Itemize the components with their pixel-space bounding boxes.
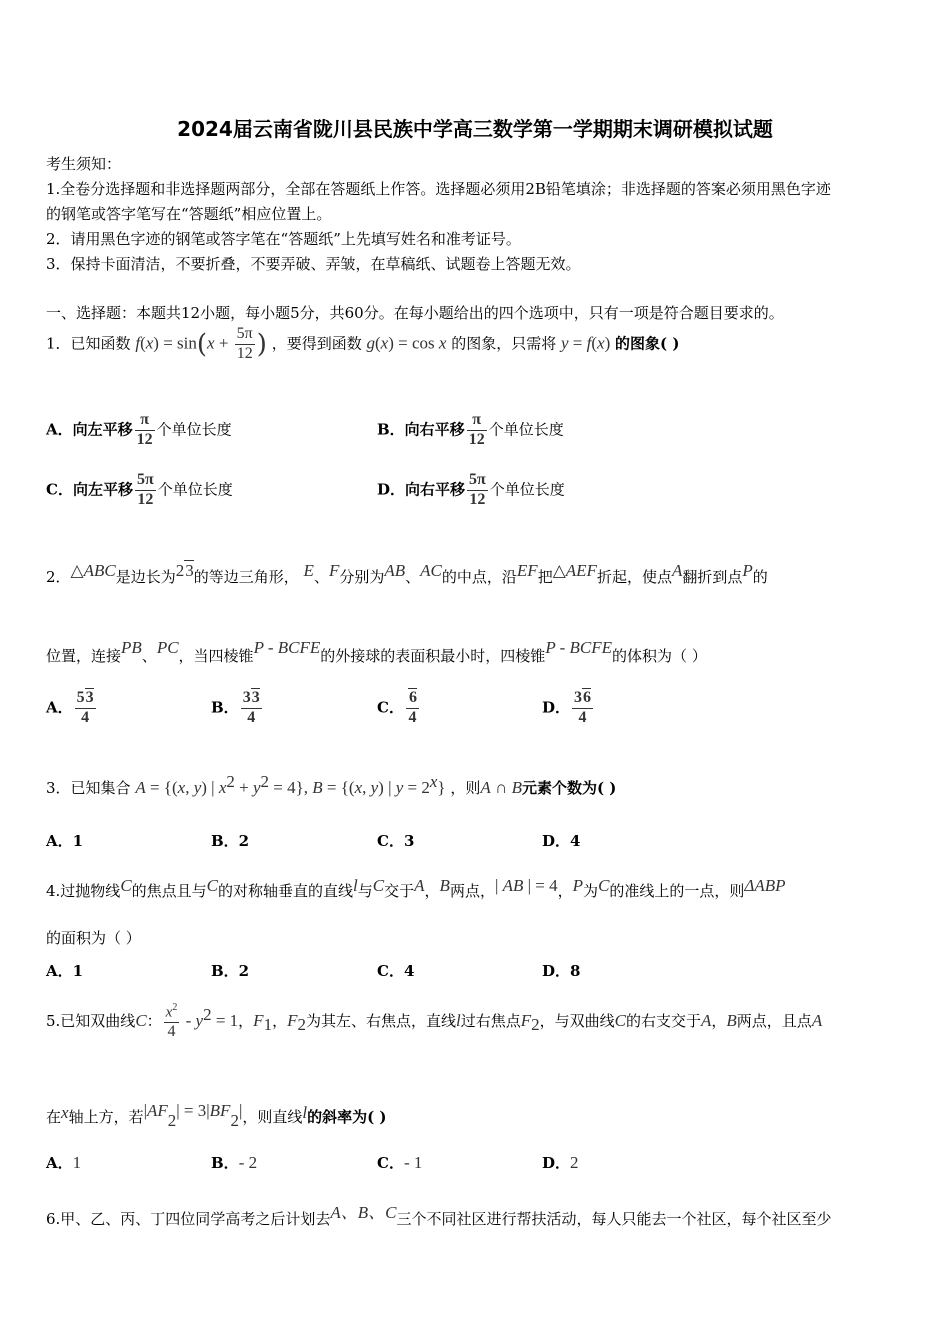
question-3: 3．已知集合 A = {(x, y) | $x^2 + y^2 = 4$}, B = {(x, y) | $y = 2^x$} ，则A ∩ B元素个数为( ) [46,772,617,797]
q1-f-formula: f [135,333,141,353]
q1-text: 1．已知函数 [46,334,131,353]
q2-option-c[interactable]: C． $\frac{6}{4}$ [377,689,417,726]
question-4: 4.过抛物线C的焦点且与C的对称轴垂直的直线l与C交于A，B两点，| AB | = 4，P为C的准线上的一点，则ΔABP [46,876,786,900]
q3-option-c[interactable]: C．3 [377,832,415,850]
section-heading: 一、选择题：本题共12小题，每小题5分，共60分。在每小题给出的四个选项中，只有一项是符合题目要求的。 [46,304,784,322]
q4-option-a[interactable]: A．1 [46,962,84,980]
q1-option-d[interactable]: D．向右平移 $\frac{5\pi}{12}$ 个单位长度 [377,471,565,508]
q4-option-d[interactable]: D．8 [542,962,581,980]
question-5-cont: 在x轴上方，若$|AF_2| = 3|BF_2|$，则直线l的斜率为( ) [46,1101,387,1130]
page-title: 2024届云南省陇川县民族中学高三数学第一学期期末调研模拟试题 [177,117,773,141]
question-1: 1．已知函数 f(x) = sin(x + $\frac{5\pi}{12}$ ) ，要得到函数 g(x) = cos x 的图象，只需将 y = f(x) 的图象( ) [46,325,680,362]
q3-option-a[interactable]: A．1 [46,832,84,850]
question-5: 5.已知双曲线C： $\frac{x^2}{4}$ - $y^2 = 1$，$F_1$，$F_2$为其左、右焦点，直线l过右焦点$F_2$，与双曲线C的右支交于A，B两点，且点A [46,1002,823,1041]
q5-option-d[interactable]: D．2 [542,1153,579,1172]
q4-option-b[interactable]: B．2 [211,962,250,980]
q1-option-c[interactable]: C．向左平移 $\frac{5\pi}{12}$ 个单位长度 [46,471,233,508]
q1-option-b[interactable]: B．向右平移 $\frac{\pi}{12}$ 个单位长度 [377,411,564,448]
q2-option-b[interactable]: B． $\frac{33}{4}$ [211,689,260,726]
q3-option-d[interactable]: D．4 [542,832,581,850]
q2-option-a[interactable]: A． $\frac{53}{4}$ [46,689,94,726]
q5-option-c[interactable]: C．- 1 [377,1153,423,1172]
notice-item-3: 3．保持卡面清洁，不要折叠，不要弄破、弄皱，在草稿纸、试题卷上答题无效。 [46,255,581,273]
q2-option-d[interactable]: D． $\frac{36}{4}$ [542,689,592,726]
notice-item-1-cont: 的钢笔或答字笔写在“答题纸”相应位置上。 [46,205,332,223]
question-6: 6.甲、乙、丙、丁四位同学高考之后计划去A、B、C三个不同社区进行帮扶活动，每人只能去一个社区，每个社区至少 [46,1203,832,1228]
question-2-cont: 位置，连接PB、PC，当四棱锥P - BCFE的外接球的表面积最小时，四棱锥P - BCFE的体积为（ ） [46,638,707,665]
notice-item-1: 1.全卷分选择题和非选择题两部分，全部在答题纸上作答。选择题必须用2B铅笔填涂；非选择题的答案必须用黑色字迹 [46,180,831,198]
question-2: 2．△ABC是边长为23的等边三角形， E、F分别为AB、AC的中点，沿EF把△AEF折起，使点A翻折到点P的 [46,561,768,586]
q4-option-c[interactable]: C．4 [377,962,415,980]
q1-option-a[interactable]: A．向左平移 $\frac{\pi}{12}$ 个单位长度 [46,411,232,448]
q1-frac-5pi-12: $\frac{5\pi}{12}$ [236,325,253,362]
question-4-cont: 的面积为（ ） [46,929,141,947]
q5-option-a[interactable]: A．1 [46,1153,82,1172]
q5-option-b[interactable]: B．- 2 [211,1153,258,1172]
q3-option-b[interactable]: B．2 [211,832,250,850]
notice-item-2: 2．请用黑色字迹的钢笔或答字笔在“答题纸”上先填写姓名和准考证号。 [46,230,521,248]
notice-heading: 考生须知： [46,155,122,173]
